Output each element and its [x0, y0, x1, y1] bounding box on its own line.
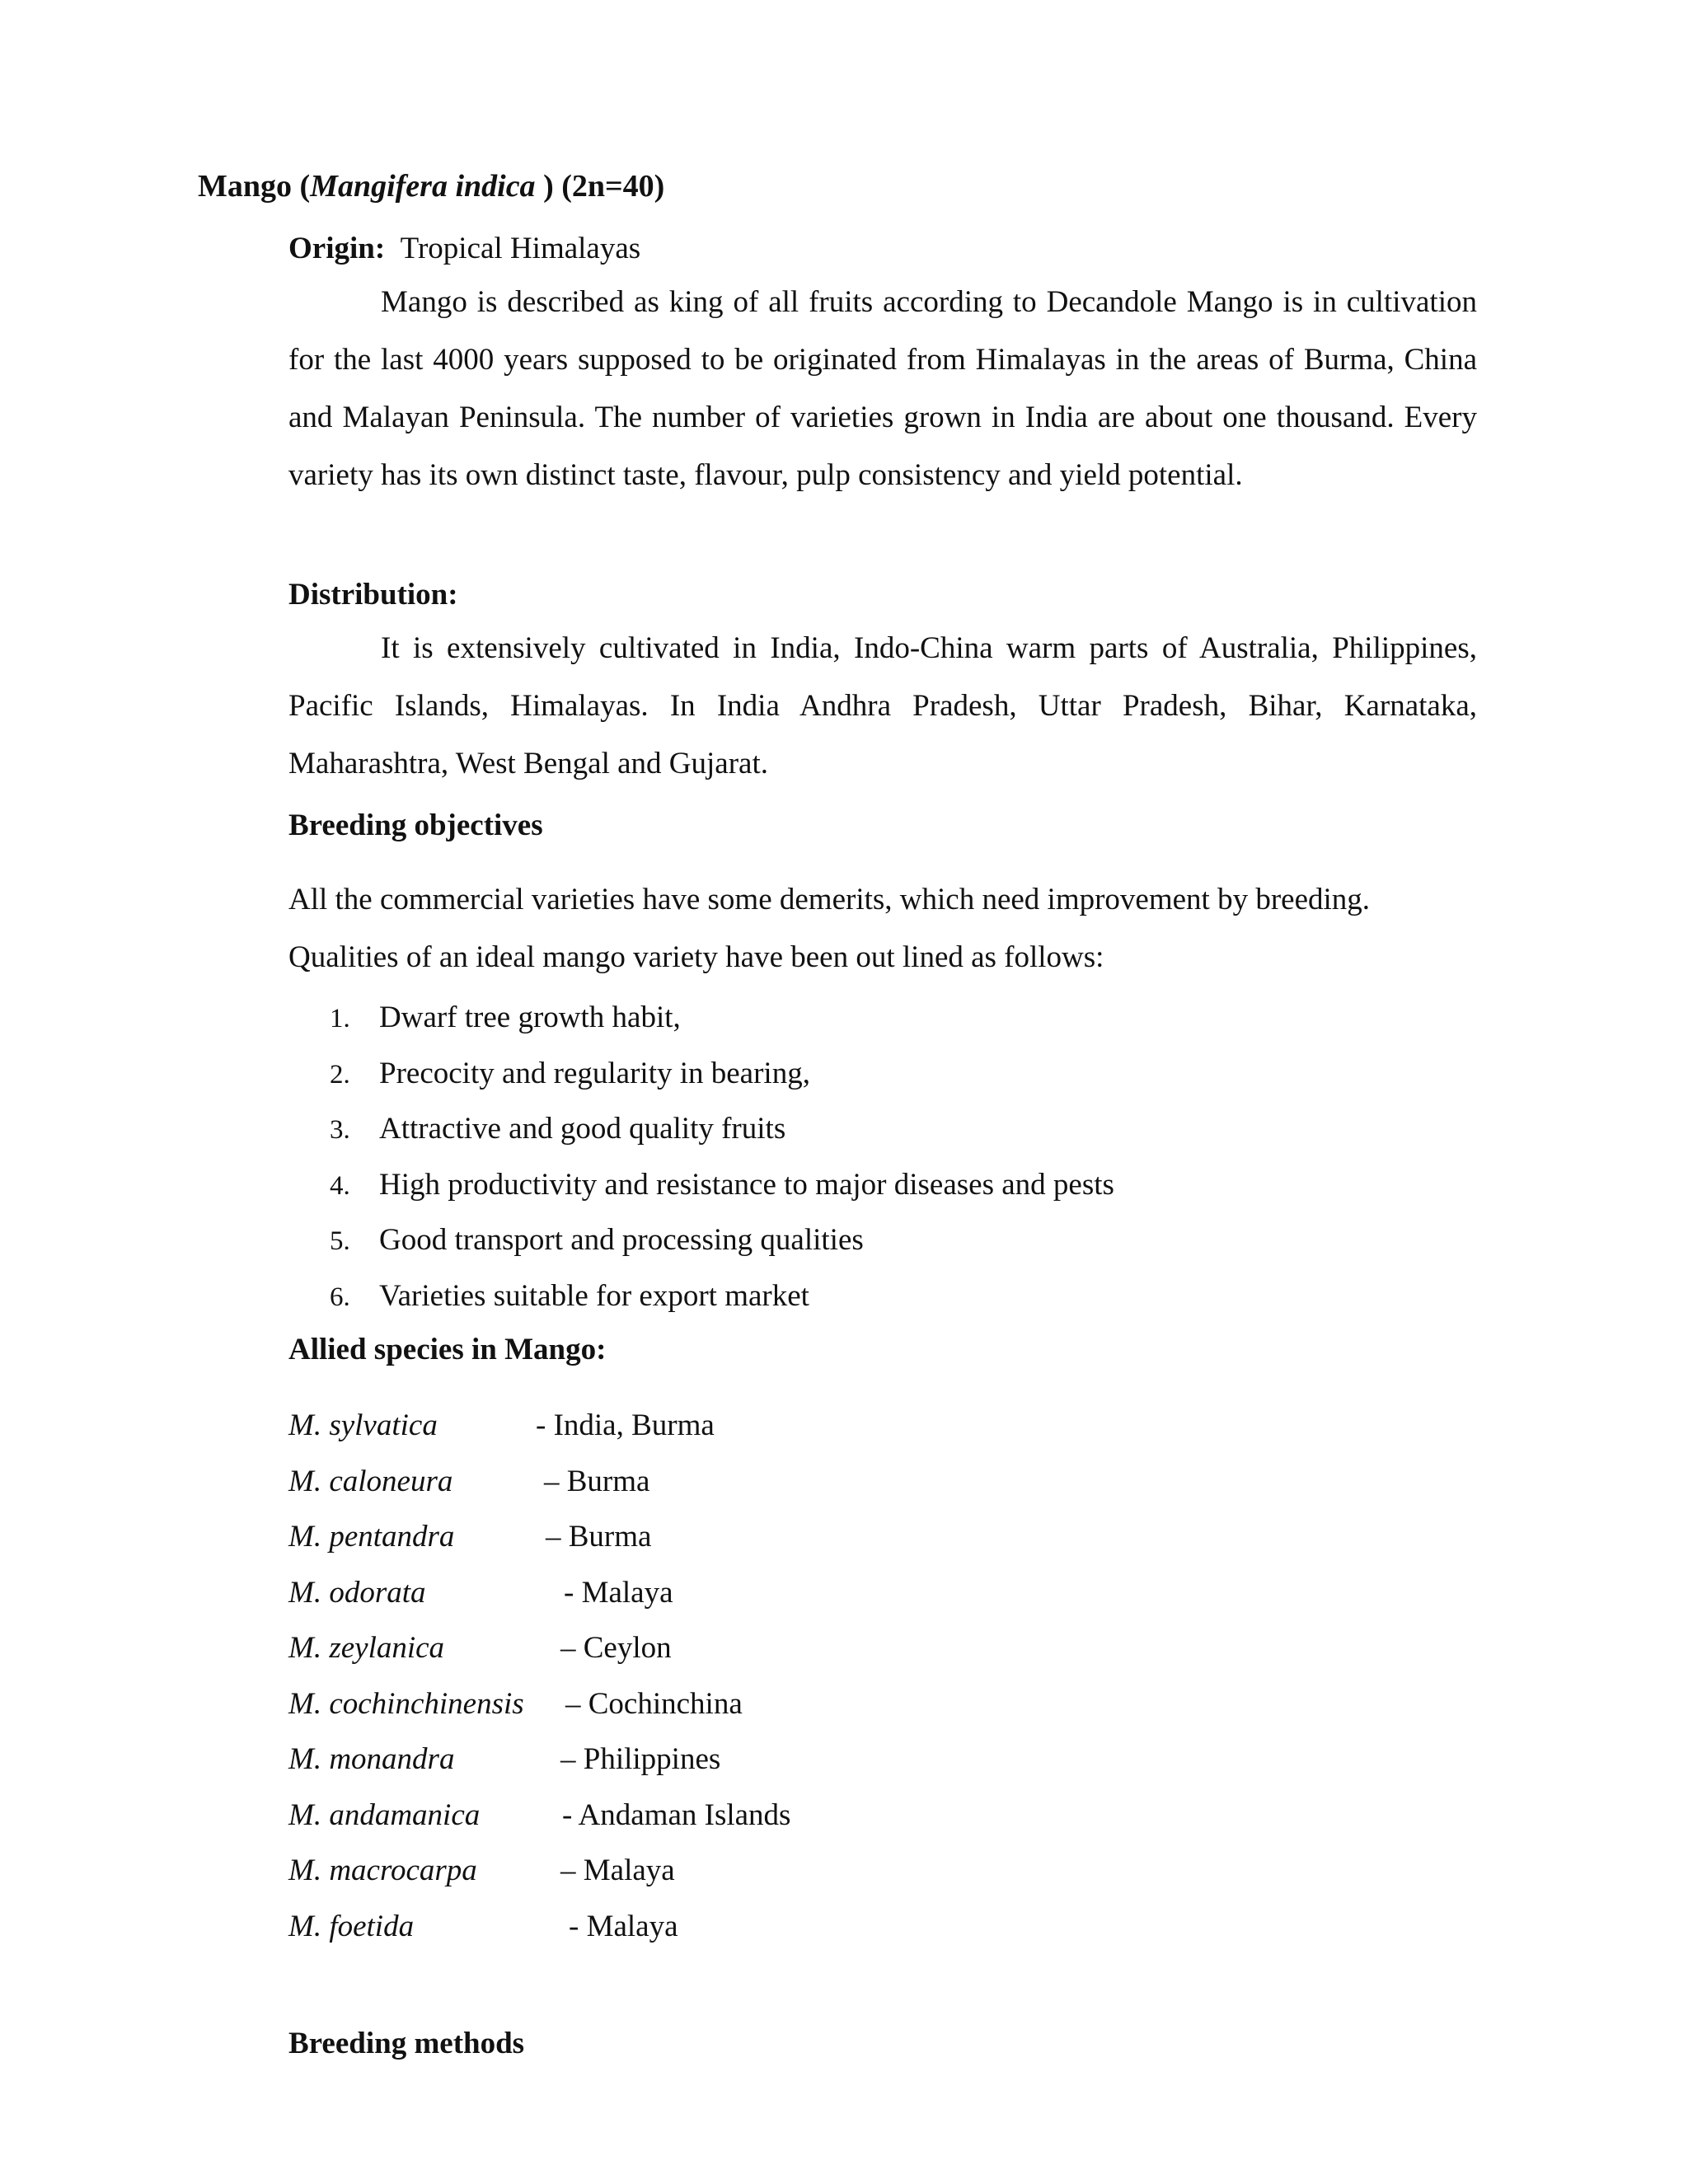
list-item-number: 6.	[330, 1282, 350, 1312]
species-region: - Andaman Islands	[562, 1797, 791, 1832]
species-region: – Burma	[546, 1520, 652, 1554]
distribution-heading: Distribution:	[288, 578, 458, 612]
list-item	[330, 1272, 1114, 1328]
species-row	[288, 1401, 790, 1457]
species-name: M. pentandra	[288, 1520, 455, 1554]
species-name: M. andamanica	[288, 1797, 481, 1832]
list-item	[330, 993, 1114, 1049]
species-row	[288, 1568, 790, 1624]
species-row	[288, 1680, 790, 1736]
species-name: M. cochinchinensis	[288, 1686, 524, 1721]
species-region: – Cochinchina	[565, 1686, 743, 1721]
species-region: – Ceylon	[560, 1631, 672, 1665]
species-region: - Malaya	[569, 1909, 678, 1943]
origin-value: Tropical Himalayas	[400, 232, 641, 265]
list-item	[330, 1216, 1114, 1272]
species-name: M. caloneura	[288, 1464, 453, 1498]
allied-species-heading: Allied species in Mango:	[288, 1333, 607, 1366]
list-item-text: Attractive and good quality fruits	[379, 1112, 786, 1146]
title-chromosome: ) (2n=40)	[535, 169, 665, 204]
objectives-intro-line1: All the commercial varieties have some demerits, which need improvement by breeding.	[288, 883, 1371, 916]
species-row	[288, 1902, 790, 1958]
origin-paragraph: Mango is described as king of all fruits according to Decandole Mango is in cultivation for the last 4000 years supposed to be originated from Himalayas in the areas of Burma, China and Malayan Peninsula. The number of varieties grown in India are about one thousand. Every variety has its own distinct taste, flavour, pulp consistency and yield potential.	[288, 285, 1477, 492]
species-name: M. monandra	[288, 1742, 455, 1776]
breeding-methods-heading: Breeding methods	[288, 2027, 525, 2060]
list-item-text: Dwarf tree growth habit,	[379, 1001, 681, 1034]
objectives-list	[330, 993, 1114, 1328]
allied-species-list	[288, 1401, 790, 1957]
origin-label: Origin:	[288, 232, 386, 265]
list-item	[330, 1160, 1114, 1216]
species-name: M. odorata	[288, 1575, 426, 1610]
species-name: M. macrocarpa	[288, 1854, 477, 1887]
species-row	[288, 1735, 790, 1791]
title-scientific-name: Mangifera indica	[310, 169, 536, 204]
list-item-number: 3.	[330, 1115, 350, 1146]
list-item-number: 1.	[330, 1004, 350, 1033]
list-item-number: 5.	[330, 1226, 350, 1257]
distribution-paragraph: It is extensively cultivated in India, Indo-China warm parts of Australia, Philippines, Pacific Islands, Himalayas. In India Andhra Pradesh, Uttar Pradesh, Bihar, Karnataka, Maharashtra, West Bengal and Gujarat.	[288, 631, 1477, 780]
title-common-name: Mango (	[198, 169, 311, 204]
list-item-number: 2.	[330, 1059, 350, 1090]
list-item-text: High productivity and resistance to major diseases and pests	[379, 1167, 1114, 1202]
species-region: – Burma	[544, 1464, 650, 1498]
species-region: – Malaya	[560, 1854, 675, 1887]
list-item	[330, 1049, 1114, 1105]
list-item	[330, 1104, 1114, 1160]
species-row	[288, 1512, 790, 1568]
list-item-text: Good transport and processing qualities	[379, 1223, 864, 1258]
species-row	[288, 1624, 790, 1680]
species-row	[288, 1846, 790, 1902]
objectives-intro-line2: Qualities of an ideal mango variety have been out lined as follows:	[288, 940, 1104, 974]
species-name: M. foetida	[288, 1909, 415, 1943]
page-title	[198, 162, 664, 211]
list-item-number: 4.	[330, 1170, 350, 1201]
species-name: M. sylvatica	[288, 1408, 438, 1442]
origin-line	[288, 224, 640, 274]
species-row	[288, 1457, 790, 1513]
species-region: - India, Burma	[536, 1408, 715, 1442]
list-item-text: Precocity and regularity in bearing,	[379, 1056, 810, 1090]
list-item-text: Varieties suitable for export market	[379, 1278, 809, 1313]
species-row	[288, 1791, 790, 1847]
species-name: M. zeylanica	[288, 1631, 445, 1665]
species-region: - Malaya	[564, 1575, 673, 1610]
breeding-objectives-heading: Breeding objectives	[288, 808, 543, 842]
species-region: – Philippines	[560, 1742, 721, 1776]
